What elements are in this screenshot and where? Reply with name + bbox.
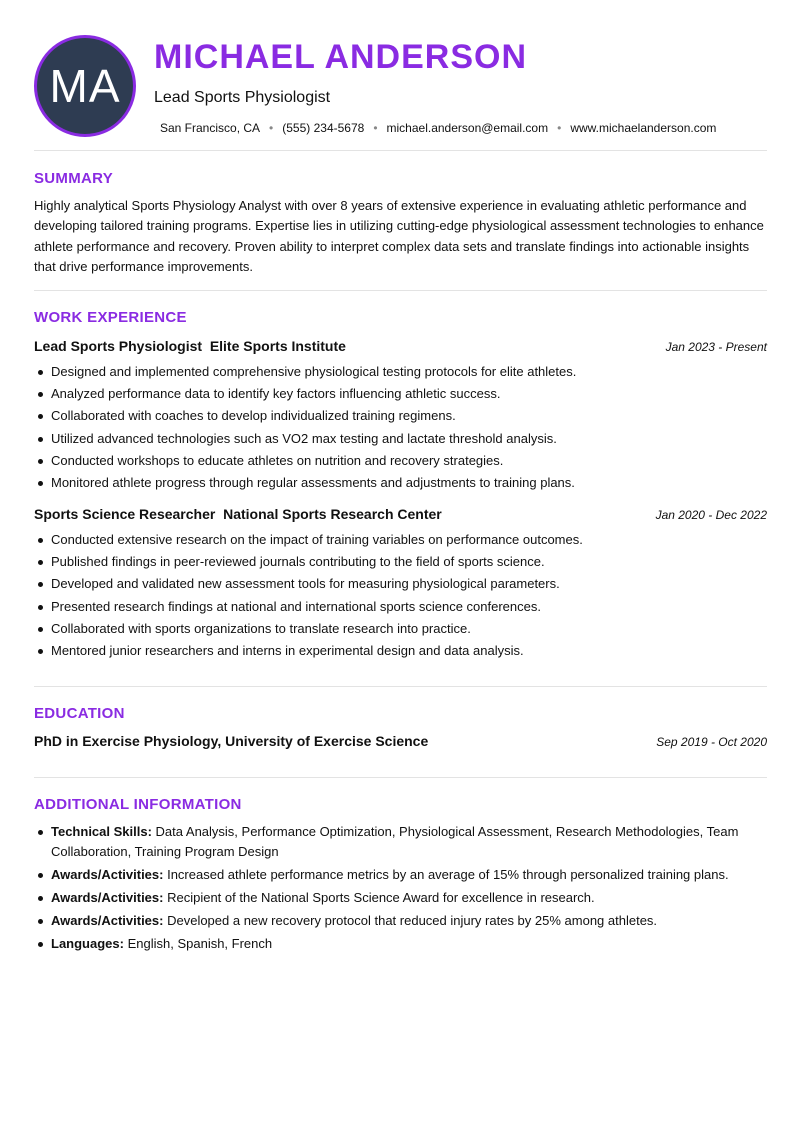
contact-phone: (555) 234-5678 (282, 121, 365, 135)
summary-text: Highly analytical Sports Physiology Analyst with over 8 years of extensive experience in evaluating athletic performance and developing tailored training programs. Expertise lies in utilizing cutting-edge physiological assessment technologies to enhance athlete performance and recovery. Proven ability to interpret complex data sets and translate findings into actionable insights that drive performance improvements. (34, 198, 764, 274)
list-item (34, 822, 767, 861)
summary-heading: SUMMARY (34, 170, 114, 187)
info-label: Languages: (51, 935, 124, 951)
separator-dot-icon: • (269, 121, 274, 135)
info-label: Awards/Activities: (51, 866, 164, 882)
list-item (34, 865, 767, 885)
education-degree: PhD in Exercise Physiology, University of Exercise Science (34, 733, 429, 749)
job-bullets (34, 361, 767, 494)
list-item: Conducted workshops to educate athletes on nutrition and recovery strategies. (34, 450, 767, 472)
education-dates: Sep 2019 - Oct 2020 (656, 735, 767, 749)
list-item: Published findings in peer-reviewed journals contributing to the field of sports science. (34, 551, 767, 573)
list-item (34, 888, 767, 908)
list-item: Designed and implemented comprehensive physiological testing protocols for elite athletes. (34, 361, 767, 383)
contact-website: www.michaelanderson.com (570, 121, 717, 135)
divider (34, 150, 767, 151)
divider (34, 290, 767, 291)
education-heading: EDUCATION (34, 705, 125, 722)
job-company: Elite Sports Institute (209, 338, 346, 354)
info-label: Awards/Activities: (51, 912, 164, 928)
list-item (34, 911, 767, 931)
candidate-title: Lead Sports Physiologist (154, 89, 331, 106)
info-label: Awards/Activities: (51, 889, 164, 905)
info-text: Data Analysis, Performance Optimization, Physiological Assessment, Research Methodologies, Team Collaboration, Training Program Design (51, 824, 739, 859)
contact-location: San Francisco, CA (160, 121, 261, 135)
additional-list (34, 822, 767, 957)
divider (34, 777, 767, 778)
list-item: Conducted extensive research on the impact of training variables on performance outcomes. (34, 529, 767, 551)
list-item: Collaborated with coaches to develop individualized training regimens. (34, 405, 767, 427)
info-text: Increased athlete performance metrics by an average of 15% through personalized training plans. (167, 866, 729, 882)
info-text: Developed a new recovery protocol that reduced injury rates by 25% among athletes. (167, 912, 658, 928)
separator-dot-icon: • (557, 121, 562, 135)
additional-heading: ADDITIONAL INFORMATION (34, 796, 242, 813)
info-text: English, Spanish, French (127, 935, 273, 951)
list-item: Developed and validated new assessment tools for measuring physiological parameters. (34, 573, 767, 595)
job-role: Lead Sports Physiologist (34, 338, 203, 354)
job-header (34, 338, 767, 354)
divider (34, 686, 767, 687)
resume-header (0, 0, 800, 150)
job-bullets (34, 529, 767, 662)
job-role: Sports Science Researcher (34, 506, 216, 522)
info-text: Recipient of the National Sports Science Award for excellence in research. (167, 889, 595, 905)
contact-info (160, 120, 716, 136)
info-label: Technical Skills: (51, 824, 152, 839)
list-item: Utilized advanced technologies such as VO2 max testing and lactate threshold analysis. (34, 428, 767, 450)
education-entry (34, 733, 767, 749)
experience-heading: WORK EXPERIENCE (34, 309, 187, 326)
candidate-name: MICHAEL ANDERSON (154, 38, 528, 76)
avatar: MA (34, 35, 136, 137)
list-item (34, 934, 767, 954)
list-item: Monitored athlete progress through regular assessments and adjustments to training plans. (34, 472, 767, 494)
list-item: Mentored junior researchers and interns in experimental design and data analysis. (34, 640, 767, 662)
job-header (34, 506, 767, 522)
job-dates: Jan 2020 - Dec 2022 (655, 508, 767, 522)
job-company: National Sports Research Center (223, 506, 442, 522)
job-role-company (34, 506, 442, 522)
contact-email: michael.anderson@email.com (386, 121, 549, 135)
separator-dot-icon: • (373, 121, 378, 135)
job-role-company (34, 338, 346, 354)
list-item: Analyzed performance data to identify key factors influencing athletic success. (34, 383, 767, 405)
list-item: Collaborated with sports organizations to translate research into practice. (34, 618, 767, 640)
job-dates: Jan 2023 - Present (665, 340, 767, 354)
list-item: Presented research findings at national and international sports science conferences. (34, 596, 767, 618)
